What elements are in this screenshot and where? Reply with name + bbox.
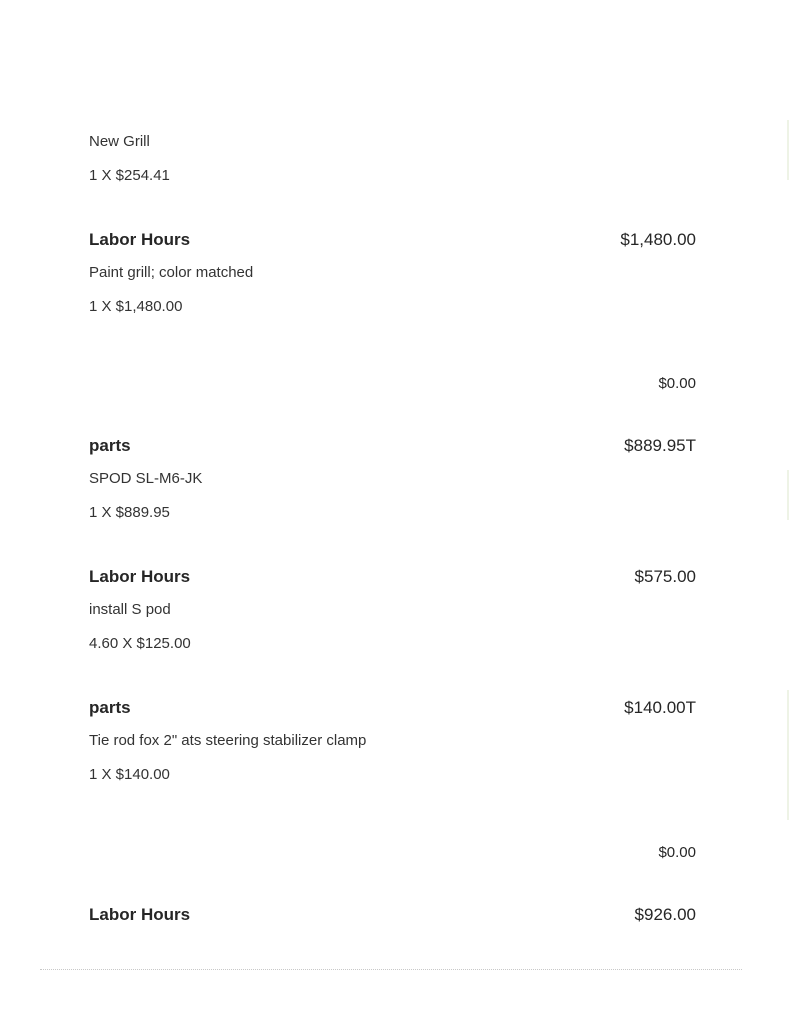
item-amount: $926.00 <box>634 905 696 924</box>
item-amount: $889.95T <box>624 436 696 455</box>
item-description: Tie rod fox 2" ats steering stabilizer clamp <box>89 732 367 749</box>
item-description: SPOD SL-M6-JK <box>89 470 203 487</box>
footer-divider <box>40 969 742 970</box>
item-quantity: 1 X $1,480.00 <box>89 298 183 315</box>
item-title: Labor Hours <box>89 567 191 586</box>
scan-edge-mark <box>787 470 789 520</box>
item-description: Paint grill; color matched <box>89 264 254 281</box>
scan-edge-mark <box>787 120 789 180</box>
item-title: Labor Hours <box>89 905 191 924</box>
scan-edge-mark <box>787 690 789 820</box>
item-amount: $140.00T <box>624 698 696 717</box>
item-quantity: 1 X $889.95 <box>89 504 170 521</box>
item-quantity: 1 X $140.00 <box>89 766 170 783</box>
item-quantity: 4.60 X $125.00 <box>89 635 191 652</box>
item-amount: $0.00 <box>658 375 696 392</box>
item-title: parts <box>89 436 131 455</box>
item-description: install S pod <box>89 601 171 618</box>
item-title: parts <box>89 698 131 717</box>
item-quantity: 1 X $254.41 <box>89 167 170 184</box>
item-amount: $575.00 <box>634 567 696 586</box>
item-description: New Grill <box>89 133 150 150</box>
item-amount: $1,480.00 <box>620 230 696 249</box>
item-title: Labor Hours <box>89 230 191 249</box>
item-amount: $0.00 <box>658 844 696 861</box>
